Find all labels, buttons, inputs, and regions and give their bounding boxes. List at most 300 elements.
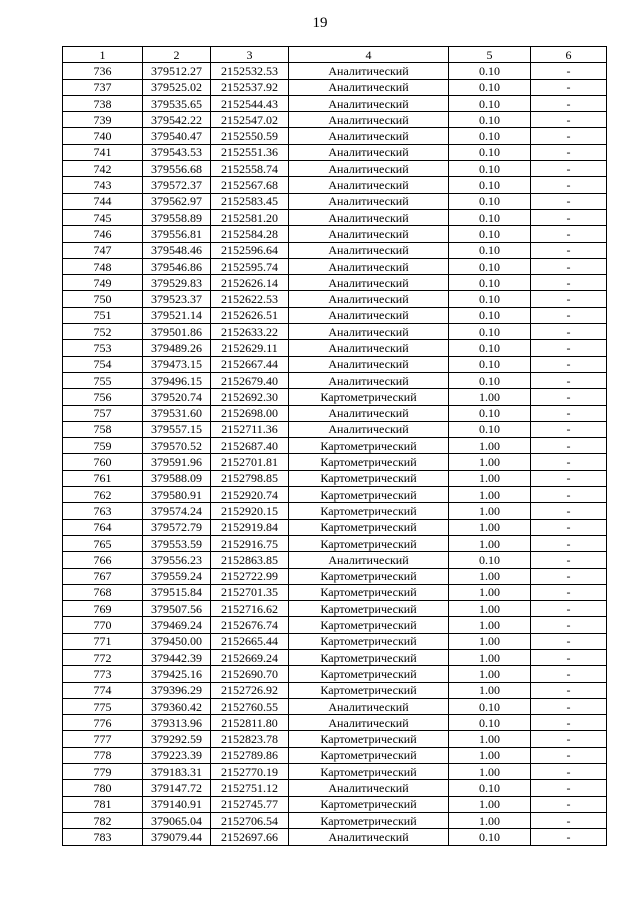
note-cell: - (531, 421, 607, 437)
method-cell: Аналитический (289, 780, 449, 796)
table-row (63, 552, 607, 568)
point-number-cell: 738 (63, 95, 143, 111)
y-coordinate-cell: 2152558.74 (211, 161, 289, 177)
column-header: 3 (211, 47, 289, 63)
accuracy-cell: 0.10 (449, 95, 531, 111)
accuracy-cell: 0.10 (449, 144, 531, 160)
accuracy-cell: 0.10 (449, 698, 531, 714)
point-number-cell: 766 (63, 552, 143, 568)
x-coordinate-cell: 379574.24 (143, 503, 211, 519)
table-row (63, 568, 607, 584)
y-coordinate-cell: 2152692.30 (211, 389, 289, 405)
table-row (63, 356, 607, 372)
method-cell: Картометрический (289, 487, 449, 503)
method-cell: Аналитический (289, 63, 449, 79)
method-cell: Аналитический (289, 161, 449, 177)
x-coordinate-cell: 379450.00 (143, 633, 211, 649)
method-cell: Картометрический (289, 389, 449, 405)
table-row (63, 584, 607, 600)
x-coordinate-cell: 379591.96 (143, 454, 211, 470)
note-cell: - (531, 584, 607, 600)
x-coordinate-cell: 379556.68 (143, 161, 211, 177)
y-coordinate-cell: 2152679.40 (211, 372, 289, 388)
x-coordinate-cell: 379512.27 (143, 63, 211, 79)
note-cell: - (531, 617, 607, 633)
point-number-cell: 744 (63, 193, 143, 209)
method-cell: Картометрический (289, 535, 449, 551)
x-coordinate-cell: 379548.46 (143, 242, 211, 258)
y-coordinate-cell: 2152770.19 (211, 764, 289, 780)
note-cell: - (531, 535, 607, 551)
table-row (63, 780, 607, 796)
table-row (63, 438, 607, 454)
y-coordinate-cell: 2152544.43 (211, 95, 289, 111)
point-number-cell: 745 (63, 209, 143, 225)
y-coordinate-cell: 2152798.85 (211, 470, 289, 486)
y-coordinate-cell: 2152726.92 (211, 682, 289, 698)
note-cell: - (531, 161, 607, 177)
x-coordinate-cell: 379396.29 (143, 682, 211, 698)
accuracy-cell: 1.00 (449, 666, 531, 682)
note-cell: - (531, 470, 607, 486)
y-coordinate-cell: 2152532.53 (211, 63, 289, 79)
point-number-cell: 770 (63, 617, 143, 633)
x-coordinate-cell: 379580.91 (143, 487, 211, 503)
method-cell: Аналитический (289, 372, 449, 388)
point-number-cell: 778 (63, 747, 143, 763)
method-cell: Картометрический (289, 731, 449, 747)
accuracy-cell: 1.00 (449, 584, 531, 600)
accuracy-cell: 1.00 (449, 601, 531, 617)
note-cell: - (531, 340, 607, 356)
table-row (63, 372, 607, 388)
accuracy-cell: 1.00 (449, 764, 531, 780)
point-number-cell: 771 (63, 633, 143, 649)
note-cell: - (531, 389, 607, 405)
column-header: 4 (289, 47, 449, 63)
note-cell: - (531, 682, 607, 698)
table-row (63, 454, 607, 470)
point-number-cell: 775 (63, 698, 143, 714)
table-row (63, 829, 607, 845)
page-number: 19 (312, 15, 328, 31)
method-cell: Аналитический (289, 340, 449, 356)
table-header-row (63, 47, 607, 63)
table-row (63, 128, 607, 144)
table-row (63, 112, 607, 128)
y-coordinate-cell: 2152823.78 (211, 731, 289, 747)
x-coordinate-cell: 379572.37 (143, 177, 211, 193)
method-cell: Аналитический (289, 698, 449, 714)
table-row (63, 731, 607, 747)
method-cell: Картометрический (289, 454, 449, 470)
y-coordinate-cell: 2152596.64 (211, 242, 289, 258)
point-number-cell: 742 (63, 161, 143, 177)
point-number-cell: 768 (63, 584, 143, 600)
table-row (63, 389, 607, 405)
x-coordinate-cell: 379065.04 (143, 812, 211, 828)
note-cell: - (531, 324, 607, 340)
table-row (63, 796, 607, 812)
accuracy-cell: 0.10 (449, 421, 531, 437)
table-row (63, 764, 607, 780)
method-cell: Картометрический (289, 617, 449, 633)
point-number-cell: 774 (63, 682, 143, 698)
accuracy-cell: 0.10 (449, 340, 531, 356)
note-cell: - (531, 226, 607, 242)
table-row (63, 519, 607, 535)
point-number-cell: 773 (63, 666, 143, 682)
method-cell: Картометрический (289, 764, 449, 780)
y-coordinate-cell: 2152537.92 (211, 79, 289, 95)
method-cell: Аналитический (289, 226, 449, 242)
table-body (63, 63, 607, 845)
point-number-cell: 748 (63, 258, 143, 274)
table-row (63, 698, 607, 714)
note-cell: - (531, 63, 607, 79)
method-cell: Картометрический (289, 584, 449, 600)
point-number-cell: 764 (63, 519, 143, 535)
accuracy-cell: 0.10 (449, 193, 531, 209)
table-row (63, 812, 607, 828)
table-row (63, 633, 607, 649)
table-row (63, 666, 607, 682)
table-row (63, 649, 607, 665)
method-cell: Картометрический (289, 470, 449, 486)
note-cell: - (531, 698, 607, 714)
point-number-cell: 765 (63, 535, 143, 551)
method-cell: Аналитический (289, 421, 449, 437)
point-number-cell: 782 (63, 812, 143, 828)
accuracy-cell: 1.00 (449, 796, 531, 812)
x-coordinate-cell: 379546.86 (143, 258, 211, 274)
method-cell: Аналитический (289, 258, 449, 274)
point-number-cell: 747 (63, 242, 143, 258)
point-number-cell: 743 (63, 177, 143, 193)
method-cell: Аналитический (289, 356, 449, 372)
x-coordinate-cell: 379442.39 (143, 649, 211, 665)
note-cell: - (531, 519, 607, 535)
method-cell: Картометрический (289, 438, 449, 454)
table-row (63, 617, 607, 633)
method-cell: Аналитический (289, 552, 449, 568)
x-coordinate-cell: 379535.65 (143, 95, 211, 111)
method-cell: Картометрический (289, 796, 449, 812)
x-coordinate-cell: 379515.84 (143, 584, 211, 600)
table-row (63, 405, 607, 421)
note-cell: - (531, 112, 607, 128)
point-number-cell: 755 (63, 372, 143, 388)
y-coordinate-cell: 2152583.45 (211, 193, 289, 209)
point-number-cell: 767 (63, 568, 143, 584)
method-cell: Картометрический (289, 812, 449, 828)
y-coordinate-cell: 2152633.22 (211, 324, 289, 340)
method-cell: Аналитический (289, 128, 449, 144)
table-row (63, 682, 607, 698)
accuracy-cell: 0.10 (449, 161, 531, 177)
method-cell: Картометрический (289, 568, 449, 584)
accuracy-cell: 0.10 (449, 79, 531, 95)
x-coordinate-cell: 379525.02 (143, 79, 211, 95)
point-number-cell: 780 (63, 780, 143, 796)
x-coordinate-cell: 379572.79 (143, 519, 211, 535)
accuracy-cell: 0.10 (449, 291, 531, 307)
x-coordinate-cell: 379523.37 (143, 291, 211, 307)
accuracy-cell: 0.10 (449, 112, 531, 128)
x-coordinate-cell: 379542.22 (143, 112, 211, 128)
column-header: 1 (63, 47, 143, 63)
method-cell: Аналитический (289, 291, 449, 307)
point-number-cell: 779 (63, 764, 143, 780)
table-row (63, 470, 607, 486)
table-row (63, 258, 607, 274)
y-coordinate-cell: 2152665.44 (211, 633, 289, 649)
x-coordinate-cell: 379570.52 (143, 438, 211, 454)
x-coordinate-cell: 379559.24 (143, 568, 211, 584)
y-coordinate-cell: 2152760.55 (211, 698, 289, 714)
point-number-cell: 757 (63, 405, 143, 421)
note-cell: - (531, 79, 607, 95)
method-cell: Картометрический (289, 747, 449, 763)
note-cell: - (531, 649, 607, 665)
note-cell: - (531, 601, 607, 617)
accuracy-cell: 1.00 (449, 633, 531, 649)
y-coordinate-cell: 2152551.36 (211, 144, 289, 160)
table-row (63, 601, 607, 617)
column-header: 5 (449, 47, 531, 63)
x-coordinate-cell: 379313.96 (143, 715, 211, 731)
x-coordinate-cell: 379520.74 (143, 389, 211, 405)
x-coordinate-cell: 379558.89 (143, 209, 211, 225)
note-cell: - (531, 747, 607, 763)
x-coordinate-cell: 379507.56 (143, 601, 211, 617)
note-cell: - (531, 242, 607, 258)
y-coordinate-cell: 2152667.44 (211, 356, 289, 372)
y-coordinate-cell: 2152595.74 (211, 258, 289, 274)
note-cell: - (531, 438, 607, 454)
column-header: 6 (531, 47, 607, 63)
method-cell: Аналитический (289, 275, 449, 291)
method-cell: Аналитический (289, 177, 449, 193)
accuracy-cell: 0.10 (449, 324, 531, 340)
y-coordinate-cell: 2152863.85 (211, 552, 289, 568)
x-coordinate-cell: 379223.39 (143, 747, 211, 763)
note-cell: - (531, 715, 607, 731)
note-cell: - (531, 209, 607, 225)
y-coordinate-cell: 2152701.81 (211, 454, 289, 470)
accuracy-cell: 0.10 (449, 780, 531, 796)
table-row (63, 503, 607, 519)
method-cell: Аналитический (289, 209, 449, 225)
method-cell: Аналитический (289, 112, 449, 128)
y-coordinate-cell: 2152622.53 (211, 291, 289, 307)
x-coordinate-cell: 379521.14 (143, 307, 211, 323)
point-number-cell: 749 (63, 275, 143, 291)
note-cell: - (531, 552, 607, 568)
point-number-cell: 762 (63, 487, 143, 503)
point-number-cell: 739 (63, 112, 143, 128)
note-cell: - (531, 780, 607, 796)
table-row (63, 161, 607, 177)
x-coordinate-cell: 379147.72 (143, 780, 211, 796)
accuracy-cell: 1.00 (449, 649, 531, 665)
x-coordinate-cell: 379557.15 (143, 421, 211, 437)
note-cell: - (531, 454, 607, 470)
note-cell: - (531, 764, 607, 780)
x-coordinate-cell: 379425.16 (143, 666, 211, 682)
y-coordinate-cell: 2152789.86 (211, 747, 289, 763)
accuracy-cell: 0.10 (449, 372, 531, 388)
note-cell: - (531, 372, 607, 388)
point-number-cell: 772 (63, 649, 143, 665)
x-coordinate-cell: 379079.44 (143, 829, 211, 845)
method-cell: Аналитический (289, 405, 449, 421)
point-number-cell: 751 (63, 307, 143, 323)
accuracy-cell: 1.00 (449, 438, 531, 454)
table-row (63, 95, 607, 111)
note-cell: - (531, 177, 607, 193)
y-coordinate-cell: 2152584.28 (211, 226, 289, 242)
method-cell: Картометрический (289, 666, 449, 682)
point-number-cell: 761 (63, 470, 143, 486)
table-row (63, 487, 607, 503)
table-row (63, 144, 607, 160)
point-number-cell: 758 (63, 421, 143, 437)
accuracy-cell: 1.00 (449, 682, 531, 698)
accuracy-cell: 1.00 (449, 487, 531, 503)
y-coordinate-cell: 2152920.74 (211, 487, 289, 503)
accuracy-cell: 0.10 (449, 552, 531, 568)
coordinates-table (62, 46, 607, 846)
point-number-cell: 746 (63, 226, 143, 242)
accuracy-cell: 1.00 (449, 747, 531, 763)
accuracy-cell: 1.00 (449, 503, 531, 519)
table-row (63, 177, 607, 193)
x-coordinate-cell: 379556.81 (143, 226, 211, 242)
note-cell: - (531, 128, 607, 144)
y-coordinate-cell: 2152581.20 (211, 209, 289, 225)
table-row (63, 242, 607, 258)
method-cell: Картометрический (289, 682, 449, 698)
table-row (63, 535, 607, 551)
x-coordinate-cell: 379496.15 (143, 372, 211, 388)
method-cell: Аналитический (289, 79, 449, 95)
table-row (63, 79, 607, 95)
point-number-cell: 754 (63, 356, 143, 372)
y-coordinate-cell: 2152811.80 (211, 715, 289, 731)
accuracy-cell: 0.10 (449, 258, 531, 274)
method-cell: Аналитический (289, 242, 449, 258)
x-coordinate-cell: 379292.59 (143, 731, 211, 747)
point-number-cell: 776 (63, 715, 143, 731)
table-row (63, 275, 607, 291)
x-coordinate-cell: 379562.97 (143, 193, 211, 209)
accuracy-cell: 0.10 (449, 209, 531, 225)
y-coordinate-cell: 2152697.66 (211, 829, 289, 845)
point-number-cell: 750 (63, 291, 143, 307)
x-coordinate-cell: 379556.23 (143, 552, 211, 568)
note-cell: - (531, 405, 607, 421)
note-cell: - (531, 193, 607, 209)
table-row (63, 715, 607, 731)
table-row (63, 307, 607, 323)
accuracy-cell: 0.10 (449, 715, 531, 731)
method-cell: Аналитический (289, 95, 449, 111)
point-number-cell: 753 (63, 340, 143, 356)
y-coordinate-cell: 2152629.11 (211, 340, 289, 356)
x-coordinate-cell: 379540.47 (143, 128, 211, 144)
x-coordinate-cell: 379360.42 (143, 698, 211, 714)
accuracy-cell: 1.00 (449, 812, 531, 828)
table-row (63, 324, 607, 340)
y-coordinate-cell: 2152676.74 (211, 617, 289, 633)
x-coordinate-cell: 379543.53 (143, 144, 211, 160)
note-cell: - (531, 275, 607, 291)
accuracy-cell: 0.10 (449, 226, 531, 242)
method-cell: Картометрический (289, 519, 449, 535)
x-coordinate-cell: 379140.91 (143, 796, 211, 812)
x-coordinate-cell: 379489.26 (143, 340, 211, 356)
note-cell: - (531, 144, 607, 160)
x-coordinate-cell: 379183.31 (143, 764, 211, 780)
note-cell: - (531, 666, 607, 682)
note-cell: - (531, 568, 607, 584)
point-number-cell: 736 (63, 63, 143, 79)
accuracy-cell: 0.10 (449, 356, 531, 372)
note-cell: - (531, 307, 607, 323)
y-coordinate-cell: 2152920.15 (211, 503, 289, 519)
accuracy-cell: 0.10 (449, 405, 531, 421)
point-number-cell: 760 (63, 454, 143, 470)
method-cell: Аналитический (289, 324, 449, 340)
point-number-cell: 783 (63, 829, 143, 845)
method-cell: Аналитический (289, 715, 449, 731)
y-coordinate-cell: 2152669.24 (211, 649, 289, 665)
note-cell: - (531, 633, 607, 649)
y-coordinate-cell: 2152698.00 (211, 405, 289, 421)
accuracy-cell: 1.00 (449, 389, 531, 405)
x-coordinate-cell: 379531.60 (143, 405, 211, 421)
y-coordinate-cell: 2152550.59 (211, 128, 289, 144)
y-coordinate-cell: 2152701.35 (211, 584, 289, 600)
y-coordinate-cell: 2152722.99 (211, 568, 289, 584)
method-cell: Аналитический (289, 144, 449, 160)
accuracy-cell: 0.10 (449, 242, 531, 258)
x-coordinate-cell: 379501.86 (143, 324, 211, 340)
y-coordinate-cell: 2152626.14 (211, 275, 289, 291)
accuracy-cell: 0.10 (449, 63, 531, 79)
method-cell: Картометрический (289, 601, 449, 617)
accuracy-cell: 0.10 (449, 177, 531, 193)
method-cell: Картометрический (289, 649, 449, 665)
table-row (63, 747, 607, 763)
note-cell: - (531, 796, 607, 812)
note-cell: - (531, 487, 607, 503)
method-cell: Аналитический (289, 829, 449, 845)
accuracy-cell: 1.00 (449, 568, 531, 584)
table-row (63, 209, 607, 225)
y-coordinate-cell: 2152567.68 (211, 177, 289, 193)
accuracy-cell: 1.00 (449, 454, 531, 470)
x-coordinate-cell: 379588.09 (143, 470, 211, 486)
x-coordinate-cell: 379529.83 (143, 275, 211, 291)
method-cell: Аналитический (289, 193, 449, 209)
method-cell: Картометрический (289, 633, 449, 649)
accuracy-cell: 1.00 (449, 617, 531, 633)
point-number-cell: 741 (63, 144, 143, 160)
accuracy-cell: 1.00 (449, 470, 531, 486)
table-row (63, 291, 607, 307)
